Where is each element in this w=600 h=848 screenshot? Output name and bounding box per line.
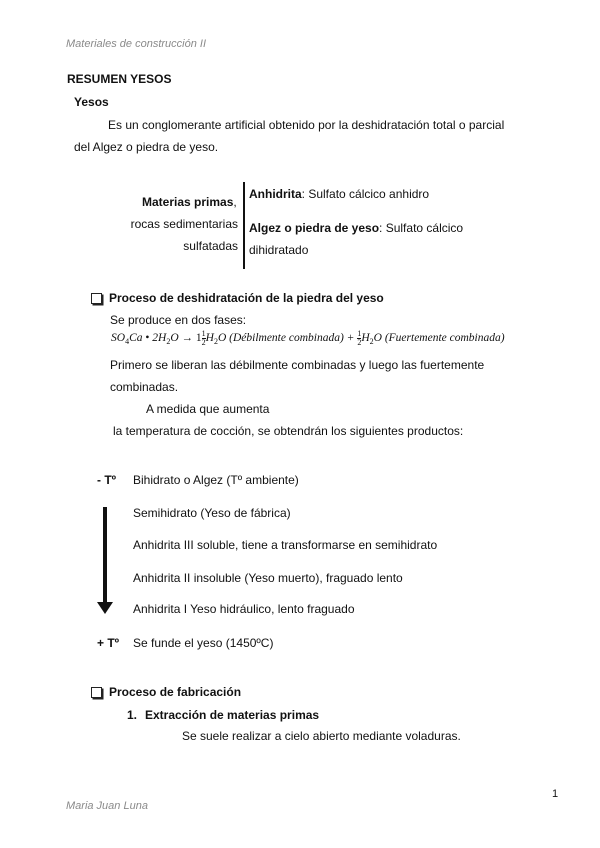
dehydration-heading: Proceso de deshidratación de la piedra del yeso bbox=[109, 291, 384, 305]
dehydration-formula bbox=[111, 330, 505, 347]
raw-materials-label bbox=[142, 195, 237, 209]
formula-so: SO bbox=[111, 332, 126, 345]
down-arrow-icon bbox=[97, 602, 113, 614]
formula-o3: O bbox=[373, 332, 382, 345]
algez-text: : Sulfato cálcico bbox=[379, 221, 464, 235]
formula-arrow: → bbox=[178, 332, 196, 345]
page-number: 1 bbox=[552, 788, 559, 800]
raw-materials-line-2: rocas sedimentarias bbox=[130, 217, 238, 231]
frac1-num: 1 bbox=[201, 329, 206, 338]
product-item: Anhidrita I Yeso hidráulico, lento fraguado bbox=[133, 602, 355, 616]
product-item: Anhidrita II insoluble (Yeso muerto), fraguado lento bbox=[133, 571, 403, 585]
low-temperature-label: - Tº bbox=[97, 473, 117, 487]
definition-line-1: Es un conglomerante artificial obtenido por la deshidratación total o parcial bbox=[108, 118, 505, 132]
formula-h2: H bbox=[361, 332, 370, 345]
document-title: RESUMEN YESOS bbox=[67, 72, 172, 86]
section-heading: Yesos bbox=[74, 95, 109, 109]
dehydration-para2-line-2: la temperatura de cocción, se obtendrán los siguientes productos: bbox=[113, 424, 464, 438]
dehydration-para2-line-1: A medida que aumenta bbox=[146, 402, 270, 416]
running-footer-author: Maria Juan Luna bbox=[66, 800, 148, 812]
temperature-arrow-shaft bbox=[103, 507, 107, 607]
checkbox-bullet-icon bbox=[91, 687, 102, 698]
dehydration-intro: Se produce en dos fases: bbox=[110, 313, 247, 327]
dehydration-para1-line-2: combinadas. bbox=[110, 380, 179, 394]
formula-o2: O bbox=[217, 332, 227, 345]
formula-sub-2b: 2 bbox=[213, 337, 218, 347]
checkbox-bullet-icon bbox=[91, 293, 102, 304]
high-temperature-label: + Tº bbox=[97, 636, 120, 650]
raw-materials-bold: Materias primas bbox=[142, 195, 234, 209]
anhidrita-text: : Sulfato cálcico anhidro bbox=[301, 187, 430, 201]
raw-material-anhidrita bbox=[249, 187, 429, 201]
raw-materials-comma: , bbox=[233, 195, 237, 209]
formula-weak: (Débilmente combinada) + bbox=[226, 332, 358, 345]
frac2-den: 2 bbox=[357, 338, 362, 347]
step-number: 1. bbox=[127, 708, 138, 722]
formula-2h: 2H bbox=[152, 332, 167, 345]
raw-materials-line-3: sulfatadas bbox=[183, 239, 238, 253]
step-text: Se suele realizar a cielo abierto mediante voladuras. bbox=[182, 729, 461, 743]
formula-sub-2c: 2 bbox=[369, 337, 374, 347]
formula-ca: Ca bbox=[129, 332, 143, 345]
product-item: Se funde el yeso (1450ºC) bbox=[133, 636, 274, 650]
frac2-num: 1 bbox=[357, 329, 362, 338]
formula-o1: O bbox=[170, 332, 179, 345]
definition-line-2: del Algez o piedra de yeso. bbox=[74, 140, 219, 154]
formula-h1: H bbox=[205, 332, 214, 345]
dehydration-para1-line-1: Primero se liberan las débilmente combinadas y luego las fuertemente bbox=[110, 358, 485, 372]
raw-material-algez-line-2: dihidratado bbox=[249, 243, 309, 257]
step-title: Extracción de materias primas bbox=[145, 708, 320, 722]
formula-dot: • bbox=[142, 332, 153, 345]
running-header: Materiales de construcción II bbox=[66, 38, 207, 50]
formula-one: 1 bbox=[195, 332, 202, 345]
raw-material-algez bbox=[249, 221, 463, 235]
formula-strong: (Fuertemente combinada) bbox=[381, 332, 505, 345]
product-item: Anhidrita III soluble, tiene a transformarse en semihidrato bbox=[133, 538, 438, 552]
fabrication-heading: Proceso de fabricación bbox=[109, 685, 242, 699]
frac1-den: 2 bbox=[201, 338, 206, 347]
product-item: Bihidrato o Algez (Tº ambiente) bbox=[133, 473, 299, 487]
algez-bold: Algez o piedra de yeso bbox=[249, 221, 380, 235]
formula-sub-4: 4 bbox=[125, 337, 130, 347]
anhidrita-bold: Anhidrita bbox=[249, 187, 302, 201]
product-item: Semihidrato (Yeso de fábrica) bbox=[133, 506, 291, 520]
brace-divider bbox=[243, 182, 245, 269]
formula-sub-2a: 2 bbox=[166, 337, 171, 347]
